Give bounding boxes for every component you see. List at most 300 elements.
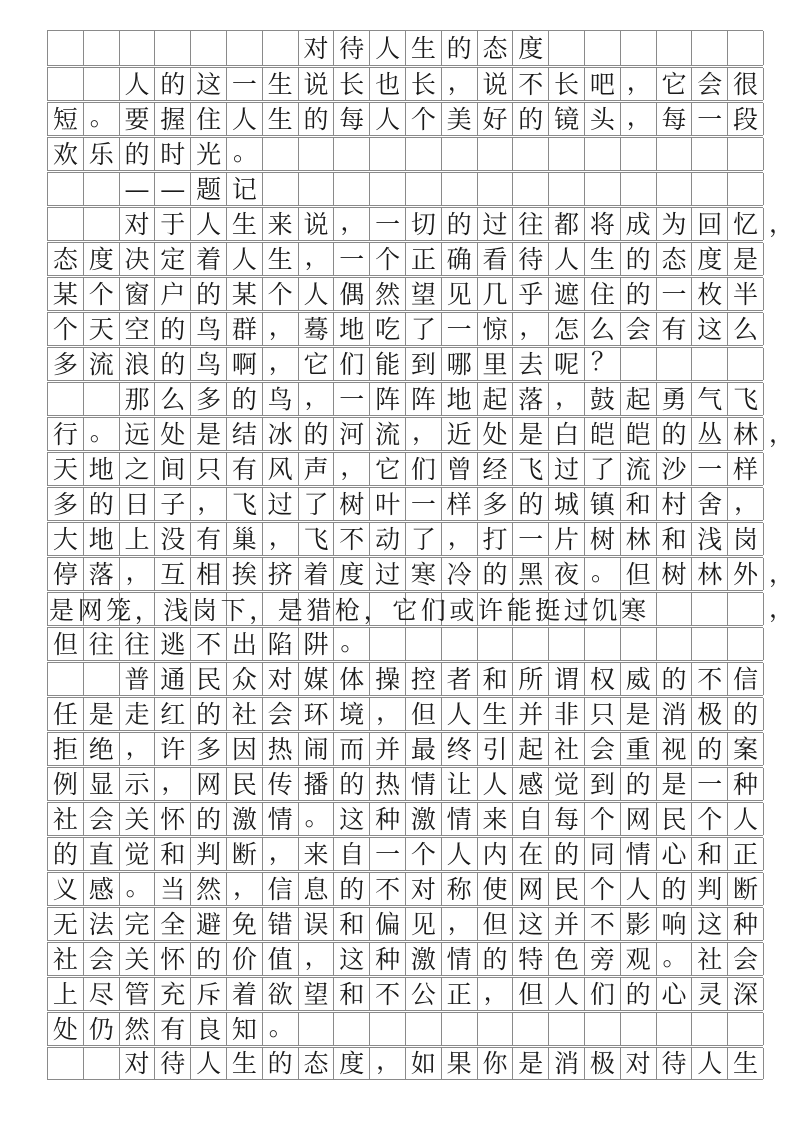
grid-cell: 关: [120, 803, 156, 835]
grid-cells: [47, 243, 763, 275]
empty-grid-cell: [155, 31, 191, 65]
grid-cell: 么: [728, 313, 764, 345]
grid-cell: 流: [621, 453, 657, 485]
empty-grid-cell: [692, 1013, 728, 1045]
grid-cell: 的: [155, 68, 191, 100]
grid-cell: ，: [299, 383, 335, 415]
grid-cell: 的: [621, 278, 657, 310]
empty-grid-cell: [478, 1013, 514, 1045]
empty-grid-cell: [549, 593, 585, 625]
grid-cell: ，: [263, 313, 299, 345]
grid-cell: 误: [299, 908, 335, 940]
grid-cell: 鸟: [191, 313, 227, 345]
grid-cell: 生: [728, 1048, 764, 1079]
grid-cell: 黑: [513, 558, 549, 590]
grid-cell: 个: [406, 103, 442, 135]
grid-cell: 度: [84, 243, 120, 275]
grid-cell: 着: [191, 243, 227, 275]
empty-grid-cell: [155, 593, 191, 625]
grid-cell: 蓦: [299, 313, 335, 345]
grid-cell: 权: [585, 663, 621, 695]
grid-cell: 但: [406, 698, 442, 730]
grid-cell: 生: [227, 1048, 263, 1079]
grid-cell: 判: [692, 873, 728, 905]
grid-cell: 多: [478, 488, 514, 520]
text-row: [47, 380, 763, 415]
grid-cell: 然: [120, 1013, 156, 1045]
grid-cell: 并: [370, 733, 406, 765]
grid-cell: 断: [728, 873, 764, 905]
grid-cell: 人: [191, 208, 227, 240]
grid-cell: ，: [549, 383, 585, 415]
grid-cell: 人: [120, 68, 156, 100]
empty-grid-cell: [299, 593, 335, 625]
grid-cell: 的: [549, 838, 585, 870]
grid-cell: 怀: [155, 943, 191, 975]
grid-cell: 和: [621, 488, 657, 520]
grid-cell: 树: [334, 488, 370, 520]
grid-cell: 待: [657, 1048, 693, 1079]
grid-cell: 们: [406, 453, 442, 485]
grid-cells: [47, 138, 763, 170]
grid-cell: 。: [84, 418, 120, 450]
empty-grid-cell: [334, 138, 370, 170]
empty-grid-cell: [442, 1013, 478, 1045]
grid-cell: 情: [442, 803, 478, 835]
text-row: [47, 520, 763, 555]
empty-grid-cell: [621, 1013, 657, 1045]
grid-cell: 然: [370, 278, 406, 310]
freeform-text-line: 是网笼，浅岗下，是猎枪，它们或许能挺过饥寒: [49, 596, 650, 625]
grid-cell: 勇: [657, 383, 693, 415]
grid-cell: 间: [155, 453, 191, 485]
grid-cell: 有: [227, 453, 263, 485]
grid-cells: [47, 1048, 763, 1079]
grid-cell: 啊: [227, 348, 263, 380]
grid-cell: 闹: [299, 733, 335, 765]
grid-cell: 但: [478, 908, 514, 940]
grid-cell: 舍: [692, 488, 728, 520]
grid-cell: 长: [334, 68, 370, 100]
empty-grid-cell: [657, 628, 693, 660]
grid-cell: 怀: [155, 803, 191, 835]
grid-cell: 一: [334, 243, 370, 275]
empty-grid-cell: [370, 593, 406, 625]
grid-cell: 自: [513, 803, 549, 835]
grid-cell: ，: [621, 103, 657, 135]
grid-cell: 一: [692, 103, 728, 135]
grid-cell: 拒: [48, 733, 84, 765]
grid-cell: 环: [299, 698, 335, 730]
grid-cell: 网: [621, 803, 657, 835]
grid-cell: 一: [692, 453, 728, 485]
grid-cell: 的: [621, 978, 657, 1010]
grid-cell: 的: [513, 103, 549, 135]
empty-grid-cell: [621, 173, 657, 205]
grid-cell: ，: [155, 768, 191, 800]
empty-grid-cell: [48, 1048, 84, 1079]
empty-grid-cell: [621, 593, 657, 625]
empty-grid-cell: [48, 208, 84, 240]
grid-cell: 不: [370, 873, 406, 905]
grid-cells: [47, 558, 763, 590]
grid-cell: 免: [227, 908, 263, 940]
grid-cell: 生: [263, 243, 299, 275]
empty-grid-cell: [513, 1013, 549, 1045]
grid-cell: 来: [478, 803, 514, 835]
grid-cell: 多: [48, 348, 84, 380]
empty-grid-cell: [263, 173, 299, 205]
grid-cell: 每: [549, 803, 585, 835]
grid-cell: 地: [334, 313, 370, 345]
grid-cell: 浅: [692, 523, 728, 555]
grid-cell: 会: [692, 68, 728, 100]
grid-cell: 。: [334, 628, 370, 660]
empty-grid-cell: [728, 1013, 764, 1045]
empty-grid-cell: [478, 593, 514, 625]
grid-cell: ，: [370, 698, 406, 730]
grid-cell: 所: [513, 663, 549, 695]
grid-cell: 河: [334, 418, 370, 450]
empty-grid-cell: [478, 628, 514, 660]
grid-cell: 短: [48, 103, 84, 135]
grid-cell: 过: [263, 488, 299, 520]
grid-cells: [47, 768, 763, 800]
grid-cell: 多: [191, 733, 227, 765]
grid-cell: 案: [728, 733, 764, 765]
grid-cell: 知: [227, 1013, 263, 1045]
grid-cell: 它: [299, 348, 335, 380]
text-row: [47, 275, 763, 310]
grid-cell: 色: [549, 943, 585, 975]
grid-cell: 对: [263, 663, 299, 695]
margin-punctuation: ，: [769, 209, 795, 238]
grid-cell: 人: [227, 103, 263, 135]
grid-cell: 度: [513, 31, 549, 65]
grid-cells: [47, 628, 763, 660]
grid-cell: 记: [227, 173, 263, 205]
grid-cell: 着: [299, 558, 335, 590]
empty-grid-cell: [227, 31, 263, 65]
grid-cell: 某: [48, 278, 84, 310]
grid-cell: 情: [442, 943, 478, 975]
grid-cell: 行: [48, 418, 84, 450]
grid-cell: 停: [48, 558, 84, 590]
grid-cells: [47, 208, 763, 240]
grid-cell: 只: [191, 453, 227, 485]
grid-cell: 不: [585, 908, 621, 940]
empty-grid-cell: [120, 593, 156, 625]
grid-cell: 它: [370, 453, 406, 485]
grid-cell: 情: [263, 803, 299, 835]
grid-cells: [47, 68, 763, 100]
empty-grid-cell: [84, 663, 120, 695]
grid-cell: 这: [191, 68, 227, 100]
grid-cell: 感: [513, 768, 549, 800]
grid-cell: 是: [191, 418, 227, 450]
text-row: [47, 870, 763, 905]
grid-cell: 这: [513, 908, 549, 940]
grid-cell: ，: [406, 418, 442, 450]
grid-cells: [47, 943, 763, 975]
grid-cell: 地: [84, 523, 120, 555]
grid-cell: 定: [155, 243, 191, 275]
grid-cell: 起: [513, 733, 549, 765]
grid-cells: [47, 698, 763, 730]
grid-cell: 样: [728, 453, 764, 485]
grid-cell: 的: [657, 873, 693, 905]
grid-cell: 种: [370, 803, 406, 835]
grid-cell: 个: [263, 278, 299, 310]
grid-cell: 错: [263, 908, 299, 940]
grid-cell: 待: [513, 243, 549, 275]
grid-cell: 通: [155, 663, 191, 695]
grid-cell: 了: [406, 313, 442, 345]
empty-grid-cell: [549, 628, 585, 660]
grid-cell: 地: [442, 383, 478, 415]
grid-cell: 半: [728, 278, 764, 310]
grid-cell: 的: [657, 418, 693, 450]
grid-cells: [47, 978, 763, 1010]
grid-cell: 忆: [728, 208, 764, 240]
grid-cell: 态: [657, 243, 693, 275]
grid-cell: 觉: [549, 768, 585, 800]
grid-cell: 处: [478, 418, 514, 450]
text-row: [47, 905, 763, 940]
grid-cell: 子: [155, 488, 191, 520]
text-row: [47, 240, 763, 275]
empty-grid-cell: [191, 593, 227, 625]
grid-cell: 法: [84, 908, 120, 940]
grid-cell: 时: [155, 138, 191, 170]
empty-grid-cell: [299, 1013, 335, 1045]
grid-cell: 特: [513, 943, 549, 975]
grid-cell: 落: [84, 558, 120, 590]
grid-cells: [47, 523, 763, 555]
grid-cell: 飞: [299, 523, 335, 555]
empty-grid-cell: [48, 31, 84, 65]
grid-cell: 人: [370, 31, 406, 65]
grid-cell: 几: [478, 278, 514, 310]
grid-cell: 望: [299, 978, 335, 1010]
grid-cell: 无: [48, 908, 84, 940]
grid-cell: 个: [585, 873, 621, 905]
grid-cell: 风: [263, 453, 299, 485]
empty-grid-cell: [621, 628, 657, 660]
grid-cell: 绝: [84, 733, 120, 765]
empty-grid-cell: [406, 593, 442, 625]
grid-cell: 岗: [728, 523, 764, 555]
grid-cell: 天: [84, 313, 120, 345]
grid-cells: [47, 348, 763, 380]
empty-grid-cell: [728, 138, 764, 170]
grid-cell: 阵: [370, 383, 406, 415]
empty-grid-cell: [48, 593, 84, 625]
text-row: [47, 835, 763, 870]
grid-cell: ，: [442, 523, 478, 555]
text-row: [47, 100, 763, 135]
grid-cell: 是: [513, 1048, 549, 1079]
grid-cells: [47, 173, 763, 205]
grid-cell: 上: [48, 978, 84, 1010]
grid-cell: 全: [155, 908, 191, 940]
grid-cell: 仍: [84, 1013, 120, 1045]
grid-cell: 们: [585, 978, 621, 1010]
grid-cells: [47, 1013, 763, 1045]
grid-cell: 要: [120, 103, 156, 135]
grid-cell: 待: [155, 1048, 191, 1079]
grid-cell: 民: [191, 663, 227, 695]
grid-cell: 会: [84, 943, 120, 975]
grid-cell: 而: [334, 733, 370, 765]
grid-cell: 叶: [370, 488, 406, 520]
empty-grid-cell: [549, 1013, 585, 1045]
empty-grid-cell: [585, 1013, 621, 1045]
grid-cell: 镜: [549, 103, 585, 135]
empty-grid-cell: [657, 173, 693, 205]
empty-grid-cell: [513, 628, 549, 660]
grid-cell: 对: [120, 1048, 156, 1079]
grid-cell: 尽: [84, 978, 120, 1010]
grid-cell: 但: [513, 978, 549, 1010]
grid-cell: 上: [120, 523, 156, 555]
grid-cell: 一: [227, 68, 263, 100]
grid-cell: —: [120, 173, 156, 205]
empty-grid-cell: [478, 138, 514, 170]
text-row: [47, 555, 795, 590]
empty-grid-cell: [585, 173, 621, 205]
grid-cell: 待: [334, 31, 370, 65]
grid-cell: 乎: [513, 278, 549, 310]
grid-cell: 相: [191, 558, 227, 590]
empty-grid-cell: [48, 383, 84, 415]
grid-cell: 不: [370, 978, 406, 1010]
grid-cell: 它: [657, 68, 693, 100]
empty-grid-cell: [585, 628, 621, 660]
empty-grid-cell: [728, 628, 764, 660]
grid-cell: 浪: [120, 348, 156, 380]
grid-cell: 引: [478, 733, 514, 765]
grid-cell: 威: [621, 663, 657, 695]
grid-cell: 将: [585, 208, 621, 240]
grid-cell: 你: [478, 1048, 514, 1079]
grid-cell: 个: [48, 313, 84, 345]
grid-cell: 窗: [120, 278, 156, 310]
empty-grid-cell: [442, 593, 478, 625]
grid-cell: 只: [585, 698, 621, 730]
grid-cell: ，: [263, 348, 299, 380]
grid-cell: 的: [657, 663, 693, 695]
grid-cell: 激: [406, 943, 442, 975]
grid-cell: 称: [442, 873, 478, 905]
grid-cell: 和: [334, 908, 370, 940]
grid-cell: 阱: [299, 628, 335, 660]
grid-cell: 确: [442, 243, 478, 275]
grid-cell: 互: [155, 558, 191, 590]
grid-cell: ，: [513, 313, 549, 345]
grid-cell: 阵: [406, 383, 442, 415]
grid-cell: 人: [728, 803, 764, 835]
grid-cell: 陷: [263, 628, 299, 660]
grid-cell: 见: [406, 908, 442, 940]
grid-cell: 是: [621, 698, 657, 730]
text-row: [47, 730, 763, 765]
grid-cell: 过: [370, 558, 406, 590]
empty-grid-cell: [692, 138, 728, 170]
empty-grid-cell: [657, 1013, 693, 1045]
empty-grid-cell: [692, 628, 728, 660]
grid-cell: 种: [728, 768, 764, 800]
grid-cell: 和: [155, 838, 191, 870]
grid-cell: ，: [263, 838, 299, 870]
grid-cell: 完: [120, 908, 156, 940]
grid-cell: 去: [513, 348, 549, 380]
grid-cell: ，: [263, 523, 299, 555]
grid-cell: 长: [406, 68, 442, 100]
grid-cell: 个: [406, 838, 442, 870]
grid-cell: 也: [370, 68, 406, 100]
grid-cell: 的: [442, 31, 478, 65]
grid-cell: 但: [621, 558, 657, 590]
grid-cells: [47, 383, 763, 415]
margin-punctuation: ，: [769, 594, 795, 623]
grid-cell: 会: [585, 733, 621, 765]
grid-cell: 果: [442, 1048, 478, 1079]
empty-grid-cell: [84, 593, 120, 625]
grid-cell: 过: [478, 208, 514, 240]
grid-cell: 的: [334, 873, 370, 905]
grid-cell: 白: [549, 418, 585, 450]
grid-cell: 态: [478, 31, 514, 65]
grid-cell: 种: [370, 943, 406, 975]
grid-cell: 成: [621, 208, 657, 240]
grid-cell: 望: [406, 278, 442, 310]
grid-cell: 会: [263, 698, 299, 730]
grid-cell: ，: [370, 1048, 406, 1079]
grid-cell: 乐: [84, 138, 120, 170]
grid-cell: 判: [191, 838, 227, 870]
grid-cell: 起: [478, 383, 514, 415]
text-row: [47, 940, 763, 975]
grid-cell: 流: [84, 348, 120, 380]
empty-grid-cell: [299, 173, 335, 205]
grid-cell: 会: [84, 803, 120, 835]
grid-cell: 体: [334, 663, 370, 695]
grid-cell: 说: [299, 68, 335, 100]
grid-cell: 视: [657, 733, 693, 765]
grid-cell: 态: [48, 243, 84, 275]
text-row: [47, 800, 763, 835]
text-row: [47, 450, 763, 485]
grid-cells: [47, 908, 763, 940]
grid-cell: 心: [657, 978, 693, 1010]
empty-grid-cell: [370, 173, 406, 205]
grid-cell: 不: [334, 523, 370, 555]
grid-cell: 的: [478, 558, 514, 590]
empty-grid-cell: [120, 31, 156, 65]
grid-cell: 人: [299, 278, 335, 310]
grid-cell: 良: [191, 1013, 227, 1045]
grid-cell: 空: [120, 313, 156, 345]
grid-cell: 么: [155, 383, 191, 415]
grid-cell: 见: [442, 278, 478, 310]
empty-grid-cell: [84, 173, 120, 205]
grid-cells: [47, 418, 763, 450]
grid-cells: [47, 838, 763, 870]
grid-cell: 使: [478, 873, 514, 905]
text-row: [47, 485, 763, 520]
grid-cell: 动: [370, 523, 406, 555]
